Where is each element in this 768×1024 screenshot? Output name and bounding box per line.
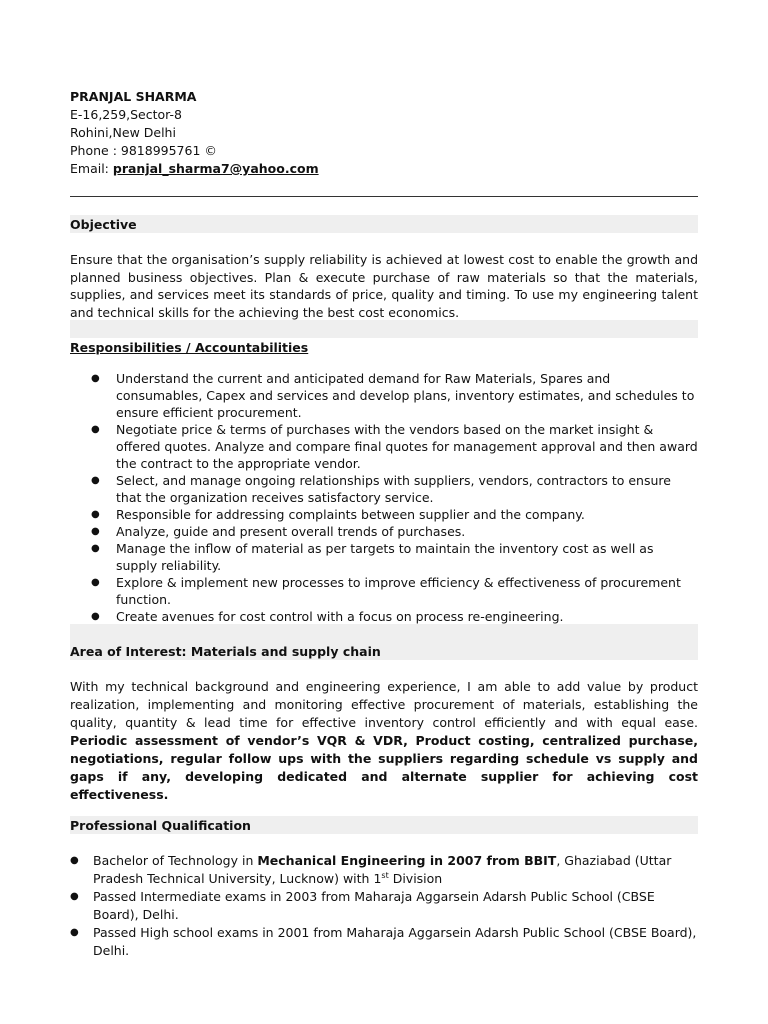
- qualification-text: [93, 853, 671, 886]
- interest-heading: Area of Interest: Materials and supply chain: [70, 644, 381, 659]
- list-item: [70, 852, 698, 888]
- responsibility-text: Negotiate price & terms of purchases with the vendors based on the market insight & offered quotes. Analyze and compare final quotes for management approval and then award the contract to the appropriate vendor.: [116, 422, 698, 471]
- qualification-text: Passed Intermediate exams in 2003 from Maharaja Aggarsein Adarsh Public School (CBSE Board), Delhi.: [93, 889, 655, 922]
- bullet-icon: ●: [91, 475, 100, 486]
- list-item: [70, 370, 698, 421]
- responsibility-text: Responsible for addressing complaints between supplier and the company.: [116, 507, 585, 522]
- phone-number: Phone : 9818995761 ©: [70, 143, 217, 158]
- interest-text-plain: With my technical background and engineering experience, I am able to add value by product realization, implementing and monitoring effective procurement of materials, establishing the quality, quantity & lead time for effective inventory control efficiently and with equal ease.: [70, 679, 698, 730]
- address-line-2: Rohini,New Delhi: [70, 125, 176, 140]
- bullet-icon: ●: [91, 543, 100, 554]
- list-item: [70, 540, 698, 574]
- bullet-icon: ●: [91, 611, 100, 622]
- list-item: [70, 888, 698, 924]
- bullet-icon: ●: [91, 577, 100, 588]
- email-link[interactable]: pranjal_sharma7@yahoo.com: [112, 161, 319, 176]
- responsibilities-heading: Responsibilities / Accountabilities: [70, 340, 309, 355]
- interest-text-bold: Periodic assessment of vendor’s VQR & VDR, Product costing, centralized purchase, negotiations, regular follow ups with the suppliers regarding schedule vs supply and gaps if any, developing dedicated and alternate supplier for achieving cost effectiveness.: [70, 733, 698, 802]
- bullet-icon: ●: [91, 509, 100, 520]
- degree-division: Division: [388, 871, 443, 886]
- responsibilities-list: [70, 370, 698, 625]
- degree-prefix: Bachelor of Technology in: [93, 853, 258, 868]
- list-item: [70, 523, 698, 540]
- address-line-1: E-16,259,Sector-8: [70, 107, 182, 122]
- interest-text: [70, 678, 698, 804]
- objective-heading: Objective: [70, 217, 137, 232]
- responsibility-text: Create avenues for cost control with a focus on process re-engineering.: [116, 609, 564, 624]
- bullet-icon: ●: [70, 891, 79, 902]
- degree-details: , Ghaziabad (Uttar Pradesh Technical University, Lucknow) with 1: [93, 853, 672, 886]
- list-item: [70, 924, 698, 960]
- degree-major: Mechanical Engineering in 2007 from BBIT: [257, 853, 557, 868]
- bullet-icon: ●: [70, 927, 79, 938]
- responsibilities-band: [70, 320, 698, 338]
- list-item: [70, 472, 698, 506]
- qualification-text: Passed High school exams in 2001 from Maharaja Aggarsein Adarsh Public School (CBSE Board), Delhi.: [93, 925, 697, 958]
- objective-text: Ensure that the organisation’s supply reliability is achieved at lowest cost to enable the growth and planned business objectives. Plan & execute purchase of raw materials so that the materials, supplies, and services meet its standards of price, quality and timing. To use my engineering talent and technical skills for the achieving the best cost economics.: [70, 252, 698, 320]
- qualification-list: [70, 852, 698, 960]
- bullet-icon: ●: [91, 373, 100, 384]
- responsibility-text: Understand the current and anticipated demand for Raw Materials, Spares and consumables, Capex and services and develop plans, inventory estimates, and schedules to ensure efficient procurement.: [116, 371, 695, 420]
- list-item: [70, 608, 698, 625]
- objective-heading-band: [70, 215, 698, 233]
- bullet-icon: ●: [70, 855, 79, 866]
- responsibility-text: Analyze, guide and present overall trends of purchases.: [116, 524, 466, 539]
- email-line: [70, 160, 319, 178]
- list-item: [70, 421, 698, 472]
- bullet-icon: ●: [91, 424, 100, 435]
- responsibility-text: Select, and manage ongoing relationships with suppliers, vendors, contractors to ensure that the organization receives satisfactory service.: [116, 473, 671, 505]
- responsibility-text: Explore & implement new processes to improve efficiency & effectiveness of procurement function.: [116, 575, 681, 607]
- header-divider: [70, 196, 698, 197]
- list-item: [70, 506, 698, 523]
- candidate-name: PRANJAL SHARMA: [70, 89, 197, 104]
- qualification-heading: Professional Qualification: [70, 818, 251, 833]
- email-label: Email:: [70, 161, 113, 176]
- list-item: [70, 574, 698, 608]
- contact-header: [70, 88, 319, 178]
- bullet-icon: ●: [91, 526, 100, 537]
- responsibility-text: Manage the inflow of material as per targets to maintain the inventory cost as well as supply reliability.: [116, 541, 654, 573]
- ordinal-suffix: st: [381, 870, 389, 880]
